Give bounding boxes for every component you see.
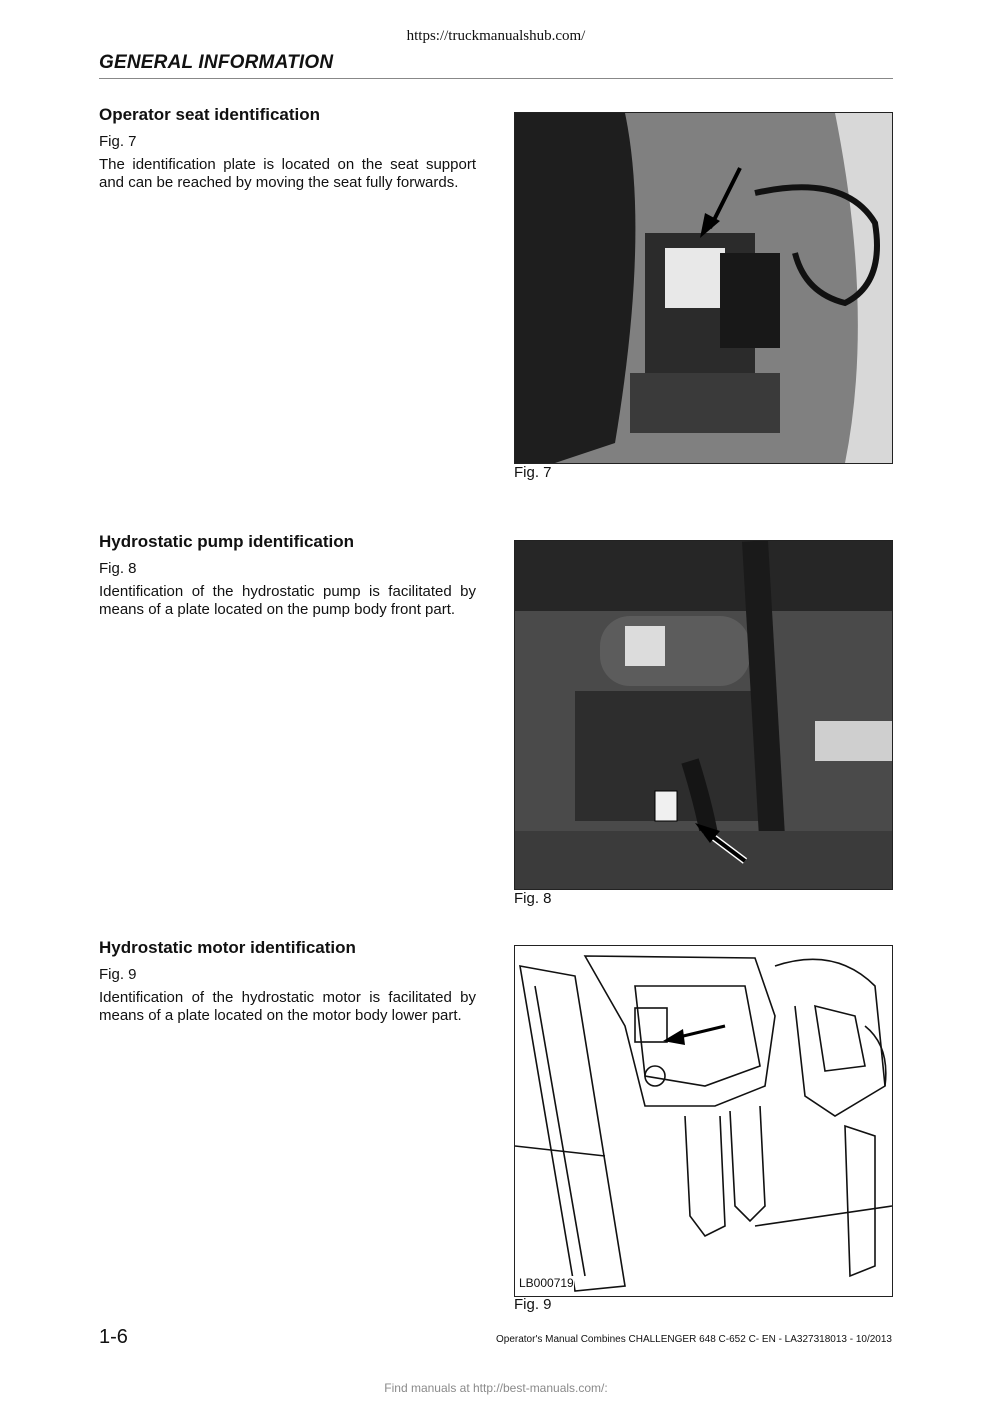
source-url[interactable]: https://truckmanualshub.com/ [406,28,586,44]
figure-reference: Fig. 8 [99,560,137,577]
figure-reference: Fig. 9 [99,966,137,983]
page-number: 1-6 [99,1326,128,1348]
section-body: Identification of the hydrostatic pump is facilitated by means of a plate located on the pump body front part. [99,583,476,618]
operator-seat-section [99,105,476,192]
figure-caption: Fig. 8 [514,890,552,907]
section-title: GENERAL INFORMATION [99,52,334,73]
section-heading: Operator seat identification [99,105,321,124]
manuals-link[interactable]: Find manuals at http://best-manuals.com/: [384,1381,608,1395]
section-body: Identification of the hydrostatic motor is facilitated by means of a plate located on the motor body lower part. [99,989,476,1024]
section-body: The identification plate is located on the seat support and can be reached by moving the seat fully forwards. [99,156,476,191]
figure-8-photo [514,540,893,890]
figure-9-drawing [514,945,893,1297]
hydrostatic-pump-section [99,532,476,619]
section-header [99,52,893,79]
figure-7-photo [514,112,893,464]
section-heading: Hydrostatic pump identification [99,532,355,551]
drawing-code: LB000719 [519,1276,574,1290]
hydrostatic-motor-section [99,938,476,1025]
figure-caption: Fig. 7 [514,464,552,481]
section-heading: Hydrostatic motor identification [99,938,356,957]
figure-reference: Fig. 7 [99,133,137,150]
figure-caption: Fig. 9 [514,1296,552,1313]
manual-reference: Operator's Manual Combines CHALLENGER 648 C-652 C- EN - LA327318013 - 10/2013 [495,1334,892,1345]
